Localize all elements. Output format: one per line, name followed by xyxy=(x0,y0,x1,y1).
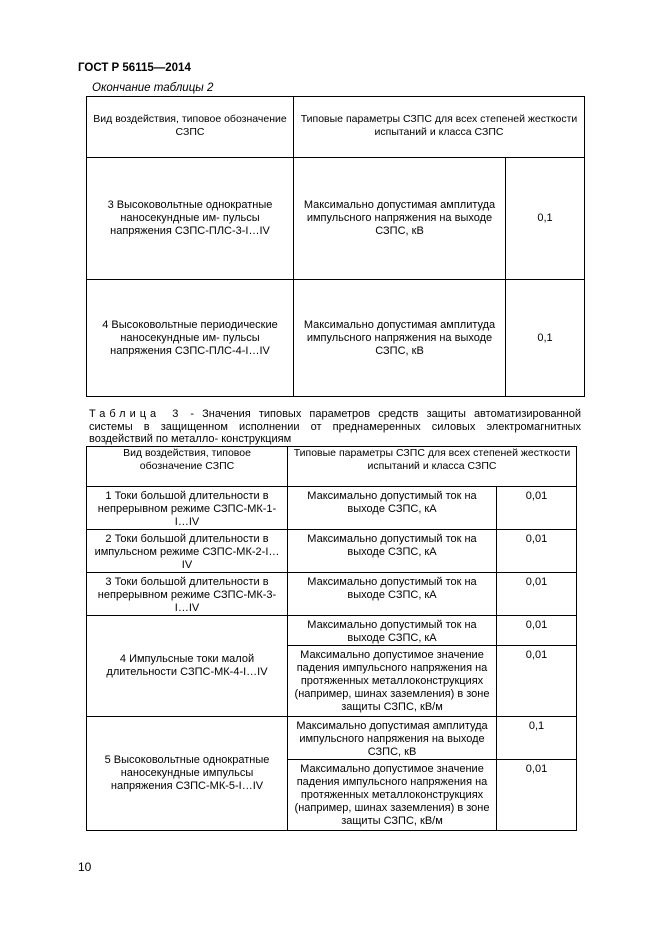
page-number: 10 xyxy=(78,860,92,874)
table3-row2-param: Максимально допустимый ток на выходе СЗПС, кА xyxy=(288,530,497,573)
table3-row4-value2: 0,01 xyxy=(497,646,577,717)
table-row xyxy=(87,487,577,530)
table3-row2-name: 2 Токи большой длительности в импульсном режиме СЗПС-МК-2-I…IV xyxy=(87,530,288,573)
table2-col2-header: Типовые параметры СЗПС для всех степеней жесткости испытаний и класса СЗПС xyxy=(294,97,585,158)
table3-row1-param: Максимально допустимый ток на выходе СЗПС, кА xyxy=(288,487,497,530)
table-row xyxy=(87,616,577,646)
table2-row1-param: Максимально допустимая амплитуда импульсного напряжения на выходе СЗПС, кВ xyxy=(294,158,506,280)
table3-row1-value: 0,01 xyxy=(497,487,577,530)
table3-row5-param1: Максимально допустимая амплитуда импульсного напряжения на выходе СЗПС, кВ xyxy=(288,717,497,760)
table3-row4-param2: Максимально допустимое значение падения импульсного напряжения на протяженных металлоконструкциях (например, шинах заземления) в зоне защиты СЗПС, кВ/м xyxy=(288,646,497,717)
table-2 xyxy=(86,96,585,397)
table3-row1-name: 1 Токи большой длительности в непрерывном режиме СЗПС-МК-1-I…IV xyxy=(87,487,288,530)
table3-caption-text: - Значения типовых параметров средств защиты автоматизированной системы в защищенном исполнении от преднамеренных силовых электромагнитных воздействий по металло- конструкциям xyxy=(89,408,581,445)
table2-row2-name: 4 Высоковольтные периодические наносекундные им- пульсы напряжения СЗПС-ПЛС-4-I…IV xyxy=(87,280,294,397)
table2-row2-param: Максимально допустимая амплитуда импульсного напряжения на выходе СЗПС, кВ xyxy=(294,280,506,397)
table-row xyxy=(87,158,585,280)
table-row xyxy=(87,280,585,397)
table3-row5-value2: 0,01 xyxy=(497,760,577,831)
table2-row1-name: 3 Высоковольтные однократные наносекундные им- пульсы напряжения СЗПС-ПЛС-3-I…IV xyxy=(87,158,294,280)
table-row xyxy=(87,530,577,573)
table3-row5-param2: Максимально допустимое значение падения импульсного напряжения на протяженных металлоконструкциях (например, шинах заземления) в зоне защиты СЗПС, кВ/м xyxy=(288,760,497,831)
table3-row4-name: 4 Импульсные токи малой длительности СЗПС-МК-4-I…IV xyxy=(87,616,288,717)
table3-row3-param: Максимально допустимый ток на выходе СЗПС, кА xyxy=(288,573,497,616)
table3-caption xyxy=(89,408,581,446)
table3-row3-value: 0,01 xyxy=(497,573,577,616)
table3-row4-param1: Максимально допустимый ток на выходе СЗПС, кА xyxy=(288,616,497,646)
table-row xyxy=(87,573,577,616)
table2-row1-value: 0,1 xyxy=(506,158,585,280)
table3-row5-value1: 0,1 xyxy=(497,717,577,760)
table-row xyxy=(87,717,577,760)
table3-col2-header: Типовые параметры СЗПС для всех степеней жесткости испытаний и класса СЗПС xyxy=(288,447,577,487)
table2-row2-value: 0,1 xyxy=(506,280,585,397)
table3-row3-name: 3 Токи большой длительности в непрерывном режиме СЗПС-МК-3-I…IV xyxy=(87,573,288,616)
table-continuation-label: Окончание таблицы 2 xyxy=(92,82,214,94)
table2-col1-header: Вид воздействия, типовое обозначение СЗПС xyxy=(87,97,294,158)
document-header: ГОСТ Р 56115—2014 xyxy=(78,62,191,74)
table3-row2-value: 0,01 xyxy=(497,530,577,573)
table3-row4-value1: 0,01 xyxy=(497,616,577,646)
table3-row5-name: 5 Высоковольтные однократные наносекундные импульсы напряжения СЗПС-МК-5-I…IV xyxy=(87,717,288,831)
table3-col1-header: Вид воздействия, типовое обозначение СЗПС xyxy=(87,447,288,487)
table-3 xyxy=(86,446,577,831)
table3-caption-label: Таблица 3 xyxy=(89,408,183,420)
